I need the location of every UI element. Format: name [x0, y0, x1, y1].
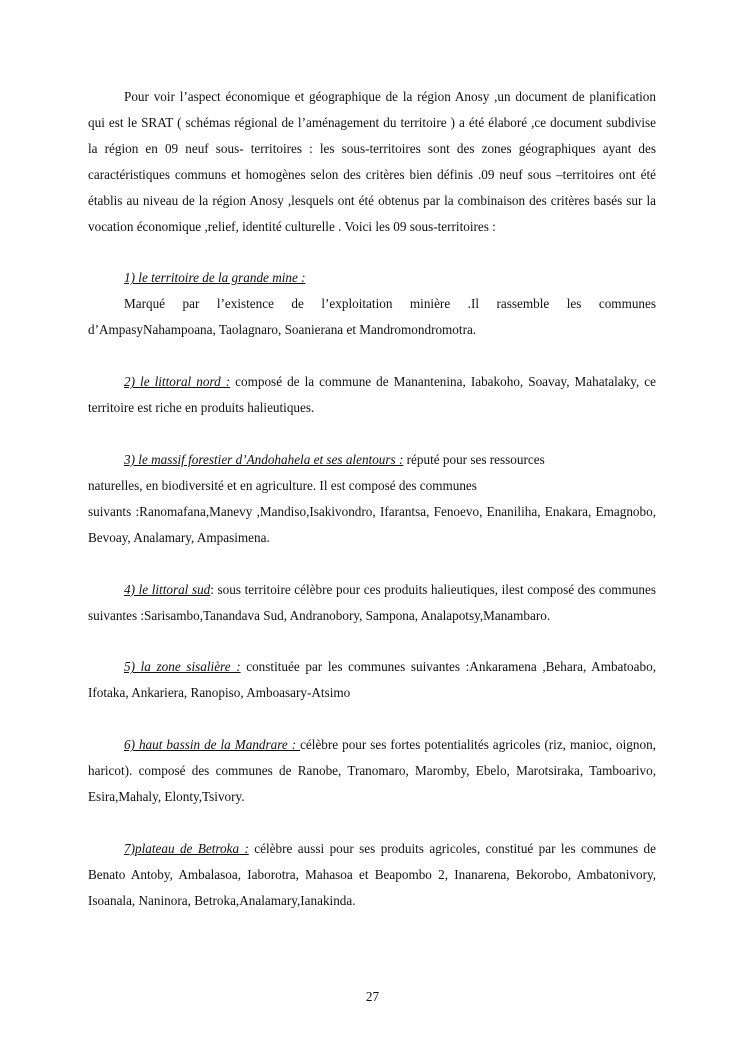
section-heading: 1) le territoire de la grande mine : — [124, 270, 306, 286]
section-heading: 4) le littoral sud — [124, 581, 211, 597]
section-1-body: Marqué par l’existence de l’exploitation minière .Il rassemble les communes d’AmpasyNahampoana, Taolagnaro, Soanierana et Mandromondromotra. — [88, 296, 656, 338]
section-body: célèbre pour ses fortes potentialités agricoles (riz, manioc, oignon, haricot). composé des communes de Ranobe, Tranomaro, Maromby, Ebelo, Marotsiraka, Tamboarivo, Esira,Mahaly, Elonty,Tsivory. — [88, 737, 656, 805]
section-heading: 2) le littoral nord : — [124, 374, 231, 390]
section-body: célèbre aussi pour ses produits agricoles, constitué par les communes de Benato Antoby, Ambalasoa, Iaborotra, Mahasoa et Beapombo 2, Inanarena, Bekorobo, Ambatonivory, Isoanala, Naninora, Betroka,Analamary,Ianakinda. — [88, 840, 657, 908]
section-1-heading — [88, 265, 656, 291]
section-body: : sous territoire célèbre pour ces produits halieutiques, ilest composé des communes suivantes :Sarisambo,Tanandava Sud, Andranobory, Sampona, Analapotsy,Manambaro. — [88, 581, 656, 623]
section-body: constituée par les communes suivantes :Ankaramena ,Behara, Ambatoabo, Ifotaka, Ankariera, Ranopiso, Amboasary-Atsimo — [88, 659, 656, 701]
intro-paragraph: Pour voir l’aspect économique et géographique de la région Anosy ,un document de planification qui est le SRAT ( schémas régional de l’aménagement du territoire ) a été élaboré ,ce document subdivise la région en 09 neuf sous- territoires : les sous-territoires sont des zones géographiques ayant des caractéristiques communs et homogènes selon des critères bien définis .09 neuf sous –territoires ont été établis au niveau de la région Anosy ,lesquels ont été obtenus par la combinaison des critères basés sur la vocation économique ,relief, identité culturelle . Voici les 09 sous-territoires : — [88, 89, 656, 234]
section-6 — [88, 732, 656, 810]
section-heading: 5) la zone sisalière : — [124, 659, 241, 675]
page-number: 27 — [365, 989, 380, 1004]
section-4 — [88, 577, 656, 629]
section-3-line-1 — [88, 447, 656, 473]
section-heading: 7)plateau de Betroka : — [124, 840, 249, 856]
section-heading: 3) le massif forestier d’Andohahela et ses alentours : — [124, 451, 404, 467]
section-body: réputé pour ses ressources — [403, 451, 545, 467]
section-3-line-3: suivants :Ranomafana,Manevy ,Mandiso,Isakivondro, Ifarantsa, Fenoevo, Enaniliha, Enakara, Emagnobo, Bevoay, Analamary, Ampasimena. — [88, 503, 656, 545]
section-7 — [88, 836, 656, 914]
document-page — [88, 84, 656, 914]
section-2 — [88, 369, 656, 421]
section-3-line-2: naturelles, en biodiversité et en agriculture. Il est composé des communes — [88, 477, 477, 493]
section-5 — [88, 654, 656, 706]
section-body: composé de la commune de Manantenina, Iabakoho, Soavay, Mahatalaky, ce territoire est riche en produits halieutiques. — [88, 374, 656, 416]
section-heading: 6) haut bassin de la Mandrare : — [124, 737, 301, 753]
